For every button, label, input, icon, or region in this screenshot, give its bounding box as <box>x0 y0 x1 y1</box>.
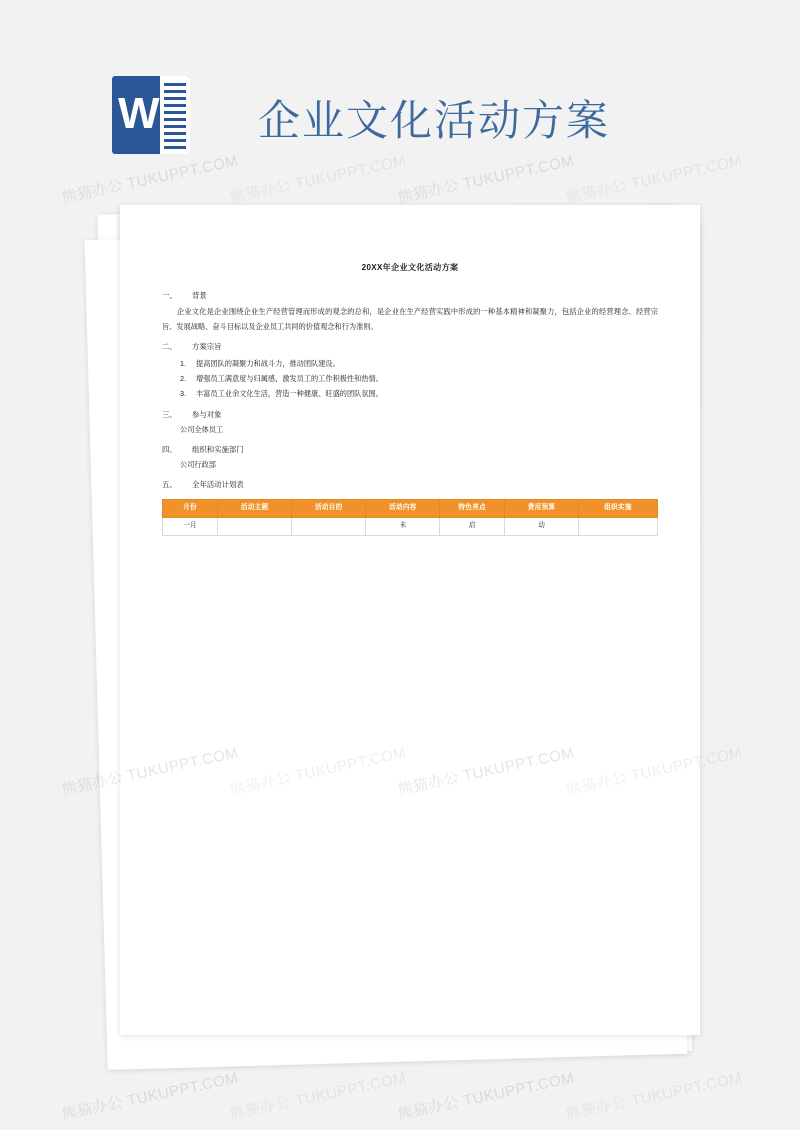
list-item-number: 3. <box>180 389 186 399</box>
table-header-cell-budget: 费用预算 <box>505 499 579 517</box>
list-item <box>162 371 658 386</box>
list-item-text: 增强员工满意度与归属感，激发员工的工作积极性和热情。 <box>196 374 383 384</box>
section-heading-purpose <box>162 340 658 354</box>
annual-plan-table <box>162 499 658 536</box>
purpose-list <box>162 356 658 401</box>
watermark-text: 熊猫办公 TUKUPPT.COM <box>228 152 408 207</box>
background-paragraph: 企业文化是企业围绕企业生产经营管理而形成的观念的总和，是企业在生产经营实践中形成的一种基本精神和凝聚力，包括企业的经营理念、经营宗旨、发展战略、奋斗目标以及企业员工共同的价值观念和行为准则。 <box>162 307 658 331</box>
document-content <box>120 205 700 1035</box>
section-number-3: 三、 <box>162 409 177 419</box>
page-title: 企业文化活动方案 <box>258 97 611 144</box>
section-heading-department <box>162 443 658 457</box>
table-header-cell-content: 活动内容 <box>366 499 440 517</box>
document-title: 20XX年企业文化活动方案 <box>361 263 459 272</box>
department-text: 公司行政部 <box>180 459 216 469</box>
document-page-main[interactable] <box>120 205 700 1035</box>
section-label-1: 背景 <box>192 291 207 301</box>
section-number-2: 二、 <box>162 342 177 352</box>
word-logo-letter: W <box>118 89 160 138</box>
list-item <box>162 356 658 371</box>
watermark-text: 熊猫办公 TUKUPPT.COM <box>396 1069 576 1124</box>
section-number-1: 一、 <box>162 291 177 301</box>
table-cell-budget: 动 <box>505 517 579 535</box>
table-header-cell-organizer: 组织实施 <box>579 499 658 517</box>
section-heading-participants <box>162 408 658 422</box>
table-row <box>163 517 658 535</box>
watermark-text: 熊猫办公 TUKUPPT.COM <box>564 1069 744 1124</box>
table-header-cell-purpose: 活动目的 <box>292 499 366 517</box>
list-item-text: 丰富员工业余文化生活，营造一种健康、旺盛的团队氛围。 <box>196 389 383 399</box>
table-header-row <box>163 499 658 517</box>
list-item <box>162 386 658 401</box>
section-number-5: 五、 <box>162 479 177 489</box>
watermark-text: 熊猫办公 TUKUPPT.COM <box>228 1069 408 1124</box>
watermark-text: 熊猫办公 TUKUPPT.COM <box>60 1069 240 1124</box>
table-header-cell-theme: 活动主题 <box>218 499 292 517</box>
section-label-4: 组织和实施部门 <box>192 444 244 454</box>
watermark-text: 熊猫办公 <box>60 768 125 799</box>
section-label-5: 全年活动计划表 <box>192 479 244 489</box>
table-cell-highlight: 启 <box>440 517 505 535</box>
table-header-cell-month: 月份 <box>163 499 218 517</box>
table-cell-month: 一月 <box>163 517 218 535</box>
table-cell-content: 未 <box>366 517 440 535</box>
section-label-2: 方案宗旨 <box>192 342 222 352</box>
participants-text: 公司全体员工 <box>180 424 224 434</box>
table-cell-purpose <box>292 517 366 535</box>
list-item-number: 1. <box>180 359 186 369</box>
section-heading-plan-table <box>162 478 658 492</box>
list-item-number: 2. <box>180 374 186 384</box>
watermark-text: 熊猫办公 TUKUPPT.COM <box>60 152 240 207</box>
table-cell-theme <box>218 517 292 535</box>
table-cell-organizer <box>579 517 658 535</box>
watermark-text: 熊猫办公 TUKUPPT.COM <box>396 152 576 207</box>
section-label-3: 参与对象 <box>192 409 222 419</box>
section-heading-background <box>162 289 658 303</box>
section-number-4: 四、 <box>162 444 177 454</box>
table-header-cell-highlight: 特色亮点 <box>440 499 505 517</box>
list-item-text: 提高团队的凝聚力和战斗力，推动团队建设。 <box>196 359 340 369</box>
watermark-text: 熊猫办公 TUKUPPT.COM <box>564 152 744 207</box>
